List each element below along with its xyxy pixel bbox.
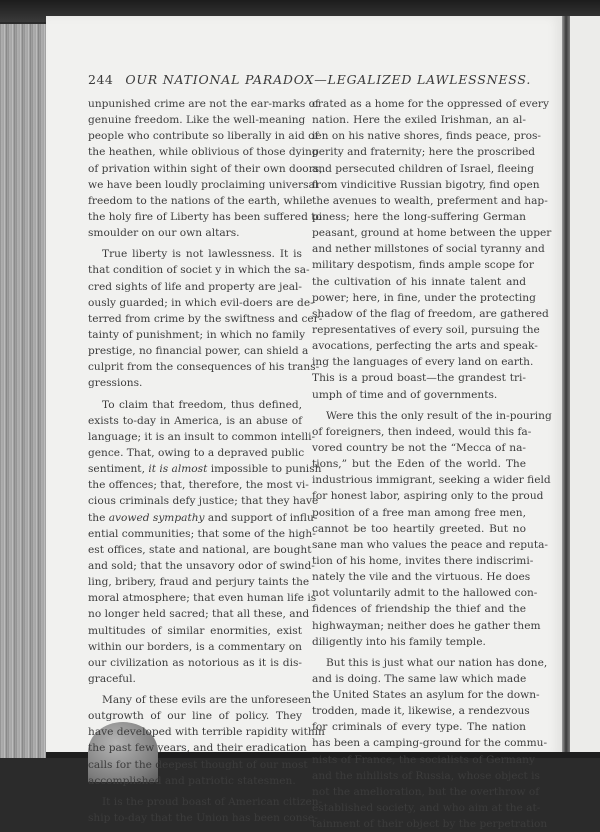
text-line: cannot be too heartily greeted. But no <box>312 522 526 535</box>
text-line: fidences of friendship the thief and the <box>312 603 526 616</box>
text-line: the cultivation of his innate talent and <box>312 275 526 288</box>
text-line: Were this the only result of the in-pouring <box>326 409 552 422</box>
paragraph <box>88 246 323 391</box>
text-line: and the nihilists of Russia, whose object is <box>312 769 540 782</box>
text-line: cious criminals defy justice; that they have <box>88 495 319 508</box>
text-line: ing the languages of every land on earth. <box>312 356 534 369</box>
text-line: vored country be not the “Mecca of na- <box>312 441 526 454</box>
text-line: the past few years, and their eradication <box>88 742 307 755</box>
text-line: nists of France, the socialists of Germany <box>312 753 535 766</box>
text-line: and persecuted children of Israel, fleeing <box>312 162 535 175</box>
text-line: for honest labor, aspiring only to the proud <box>312 490 544 503</box>
text-line: not voluntarily admit to the hallowed con- <box>312 587 538 600</box>
book-gutter <box>562 16 570 758</box>
text-line: nately the vile and the virtuous. He does <box>312 571 531 584</box>
text-line: our civilization as notorious as it is dis- <box>88 656 302 669</box>
paragraph <box>88 397 322 688</box>
text-line: gressions. <box>88 377 143 390</box>
text-line: Many of these evils are the unforeseen <box>102 694 312 707</box>
text-line: for criminals of every type. The nation <box>312 721 526 734</box>
text-line: ously guarded; in which evil-doers are de- <box>88 296 314 309</box>
text-line: ling, bribery, fraud and perjury taints the <box>88 576 310 589</box>
text-line: position of a free man among free men, <box>312 506 526 519</box>
text-line: we have been loudly proclaiming universal <box>88 178 319 191</box>
text-line: exists to-day in America, is an abuse of <box>88 414 302 427</box>
text-line: of foreigners, then indeed, would this fa- <box>312 425 532 438</box>
text-line: within our borders, is a commentary on <box>88 640 302 653</box>
text-line: graceful. <box>88 672 136 685</box>
right-column <box>312 96 552 832</box>
text-line: tion of his home, invites there indiscrimi- <box>312 554 534 567</box>
text-line: people who contribute so liberally in aid of <box>88 130 319 143</box>
text-line: ential communities; that some of the high- <box>88 527 316 540</box>
text-line: smoulder on our own altars. <box>88 227 240 240</box>
text-line: peasant, ground at home between the upper <box>312 227 552 240</box>
paragraph <box>88 692 325 789</box>
text-line: This is a proud boast—the grandest tri- <box>312 372 526 385</box>
text-line: representatives of every soil, pursuing the <box>312 323 540 336</box>
text-line: not the amelioration, but the overthrow of <box>312 785 540 798</box>
text-line: ien on his native shores, finds peace, pros- <box>312 130 541 143</box>
page-number: 244 <box>88 72 114 87</box>
text-line: military despotism, finds ample scope for <box>312 259 534 272</box>
text-line: moral atmosphere; that even human life is <box>88 592 317 605</box>
text-line: accomplished and patriotic statesmen. <box>88 774 296 787</box>
text-line: sane man who values the peace and reputa- <box>312 538 549 551</box>
text-line: tainty of punishment; in which no family <box>88 328 306 341</box>
text-line: prestige, no financial power, can shield a <box>88 345 309 358</box>
text-line: unpunished crime are not the ear-marks of <box>88 98 319 110</box>
italic-phrase: it is almost <box>148 463 208 476</box>
paragraph <box>312 408 552 650</box>
text-line: from vindicitive Russian bigotry, find open <box>312 178 540 191</box>
text-line: the offences; that, therefore, the most vi- <box>88 479 309 492</box>
text-line: of privation within sight of their own doors, <box>88 162 323 175</box>
text-line: perity and fraternity; here the proscribed <box>312 146 536 159</box>
paragraph <box>312 655 548 832</box>
paragraph <box>88 96 323 241</box>
left-column <box>88 96 325 826</box>
facing-page-edge <box>570 16 600 758</box>
text-line: the United States an asylum for the down- <box>312 689 540 702</box>
text-line: tions,” but the Eden of the world. The <box>312 458 526 471</box>
text-line: the avowed sympathy and support of influ- <box>88 511 318 524</box>
text-line: freedom to the nations of the earth, while <box>88 194 313 207</box>
book-page-edges <box>0 24 47 758</box>
text-line: shadow of the flag of freedom, are gathered <box>312 307 549 320</box>
text-line: diligently into his family temple. <box>312 635 486 648</box>
text-line: nation. Here the exiled Irishman, an al- <box>312 114 526 127</box>
text-line: trodden, made it, likewise, a rendezvous <box>312 705 530 718</box>
text-line: est offices, state and national, are bought <box>88 543 312 556</box>
page-header <box>88 72 532 90</box>
text-line: that condition of societ y in which the sa- <box>88 264 310 277</box>
text-line: culprit from the consequences of his trans- <box>88 361 320 374</box>
text-line: the avenues to wealth, preferment and hap- <box>312 194 548 207</box>
paragraph <box>88 794 323 826</box>
text-line: ship to-day that the Union has been conse- <box>88 812 318 825</box>
text-line: have developed with terrible rapidity within <box>88 726 325 739</box>
text-line: piness; here the long-suffering German <box>312 210 526 223</box>
text-line: power; here, in fine, under the protecting <box>312 291 536 304</box>
text-line: It is the proud boast of American citizen- <box>102 795 323 808</box>
text-line: and is doing. The same law which made <box>312 672 527 685</box>
text-line: no longer held sacred; that all these, and <box>88 608 310 621</box>
running-head: OUR NATIONAL PARADOX—LEGALIZED LAWLESSNESS. <box>125 72 532 87</box>
text-line: multitudes of similar enormities, exist <box>88 624 302 637</box>
text-line: terred from crime by the swiftness and cer- <box>88 312 323 325</box>
text-line: calls for the deepest thought of our most <box>88 758 308 771</box>
text-line: language; it is an insult to common intelli- <box>88 430 316 443</box>
text-line: the holy fire of Liberty has been suffered to <box>88 210 322 223</box>
text-line: cred sights of life and property are jeal- <box>88 280 302 293</box>
text-line: established society, and who aim at the at- <box>312 802 541 815</box>
text-line: True liberty is not lawlessness. It is <box>102 248 302 261</box>
text-line: umph of time and of governments. <box>312 388 498 401</box>
text-line: But this is just what our nation has done, <box>326 656 548 669</box>
text-line: gence. That, owing to a depraved public <box>88 446 305 459</box>
text-line: industrious immigrant, seeking a wider field <box>312 474 551 487</box>
italic-phrase: avowed sympathy <box>108 511 205 524</box>
text-line: To claim that freedom, thus defined, <box>102 398 302 411</box>
text-line: sentiment, it is almost impossible to punish <box>88 463 322 476</box>
text-line: highwayman; neither does he gather them <box>312 619 541 632</box>
text-line: avocations, perfecting the arts and speak- <box>312 340 538 353</box>
text-line: and sold; that the unsavory odor of swind- <box>88 559 315 572</box>
text-line: crated as a home for the oppressed of every <box>312 98 549 110</box>
text-line: outgrowth of our line of policy. They <box>88 710 302 723</box>
text-line: the heathen, while oblivious of those dying <box>88 146 319 159</box>
text-line: tainment of their object by the perpetration <box>312 818 548 831</box>
text-line: has been a camping-ground for the commu- <box>312 737 548 750</box>
paragraph <box>312 96 552 403</box>
text-line: and nether millstones of social tyranny and <box>312 243 545 256</box>
text-line: genuine freedom. Like the well-meaning <box>88 114 306 127</box>
